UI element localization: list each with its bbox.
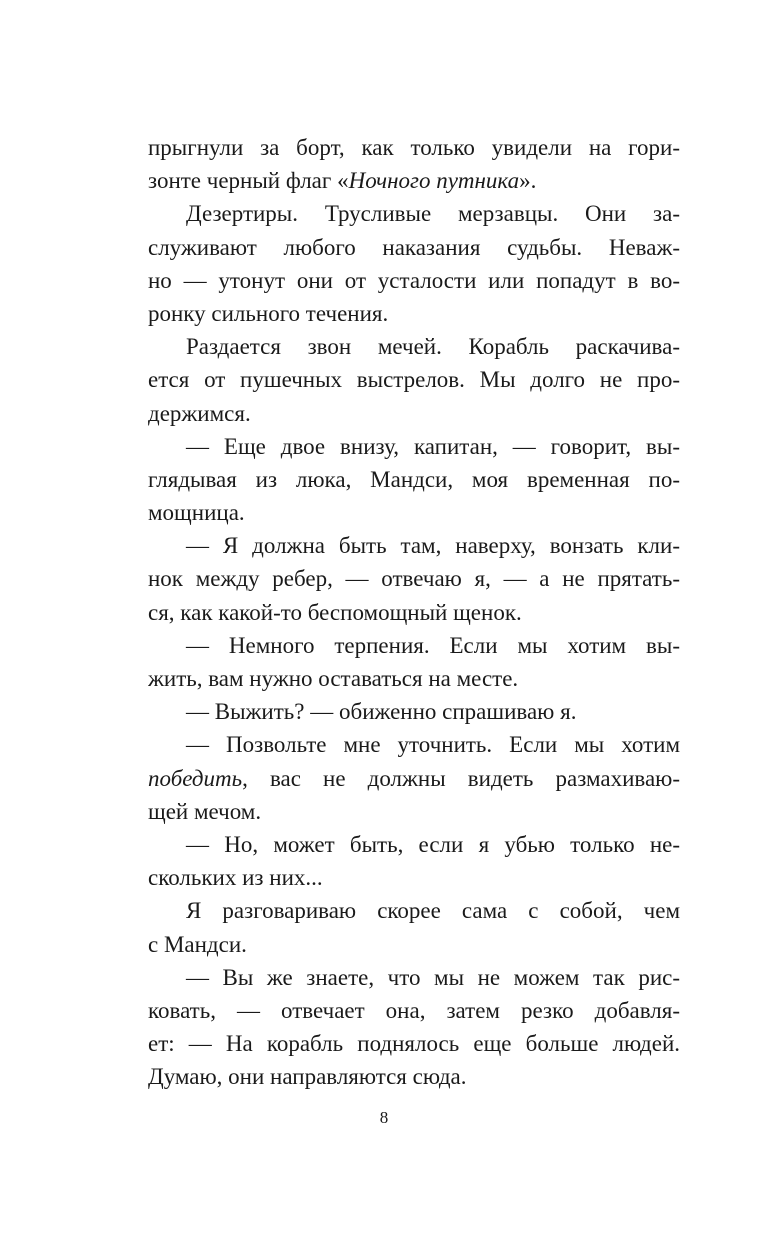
text-line: зонте черный флаг «Ночного путника». [148, 168, 537, 194]
text-line: Раздается звон мечей. Корабль раскачива- [186, 334, 680, 360]
text-line: — Вы же знаете, что мы не можем так рис- [186, 964, 680, 990]
text-line: — Но, может быть, если я убью только не- [186, 831, 680, 857]
text-line: — Еще двое внизу, капитан, — говорит, вы- [186, 433, 680, 459]
text-line: мощница. [148, 500, 245, 526]
text-line: ронку сильного течения. [148, 300, 389, 326]
ship-name-italic: Ночного путника [348, 168, 520, 194]
text-line: ется от пушечных выстрелов. Мы долго не про- [148, 367, 680, 393]
text-line: Думаю, они направляются сюда. [148, 1064, 467, 1090]
text-line: Я разговариваю скорее сама с собой, чем [186, 898, 680, 924]
text-line: прыгнули за борт, как только увидели на гори- [148, 135, 680, 160]
text-line: нок между ребер, — отвечаю я, — а не прятать- [148, 566, 680, 592]
text-line: скольких из них... [148, 865, 323, 891]
text-line: ет: — На корабль поднялось еще больше людей. [148, 1031, 680, 1057]
text-line: победить, вас не должны видеть размахиваю- [148, 765, 680, 791]
text-line: держимся. [148, 400, 251, 426]
text-line: — Выжить? — обиженно спрашиваю я. [186, 699, 577, 725]
text-line: служивают любого наказания судьбы. Неваж- [148, 234, 680, 260]
text-line: — Позвольте мне уточнить. Если мы хотим [186, 732, 680, 758]
text-line: жить, вам нужно оставаться на месте. [148, 666, 519, 691]
italic-word: победить [148, 765, 243, 791]
text-line: — Я должна быть там, наверху, вонзать кли- [186, 533, 680, 559]
text-line: с Мандси. [148, 931, 247, 957]
text-line: ковать, — отвечает она, затем резко добавля- [148, 997, 680, 1023]
text-line: глядывая из люка, Мандси, моя временная по- [148, 466, 680, 492]
text-line: Дезертиры. Трусливые мерзавцы. Они за- [186, 201, 680, 227]
body-text [148, 131, 680, 1093]
text-line: ся, как какой-то беспомощный щенок. [148, 599, 522, 625]
text-line: но — утонут они от усталости или попадут в во- [148, 267, 680, 293]
page-number: 8 [379, 1108, 389, 1127]
text-line: щей мечом. [148, 798, 262, 824]
text-line: — Немного терпения. Если мы хотим вы- [186, 632, 680, 658]
